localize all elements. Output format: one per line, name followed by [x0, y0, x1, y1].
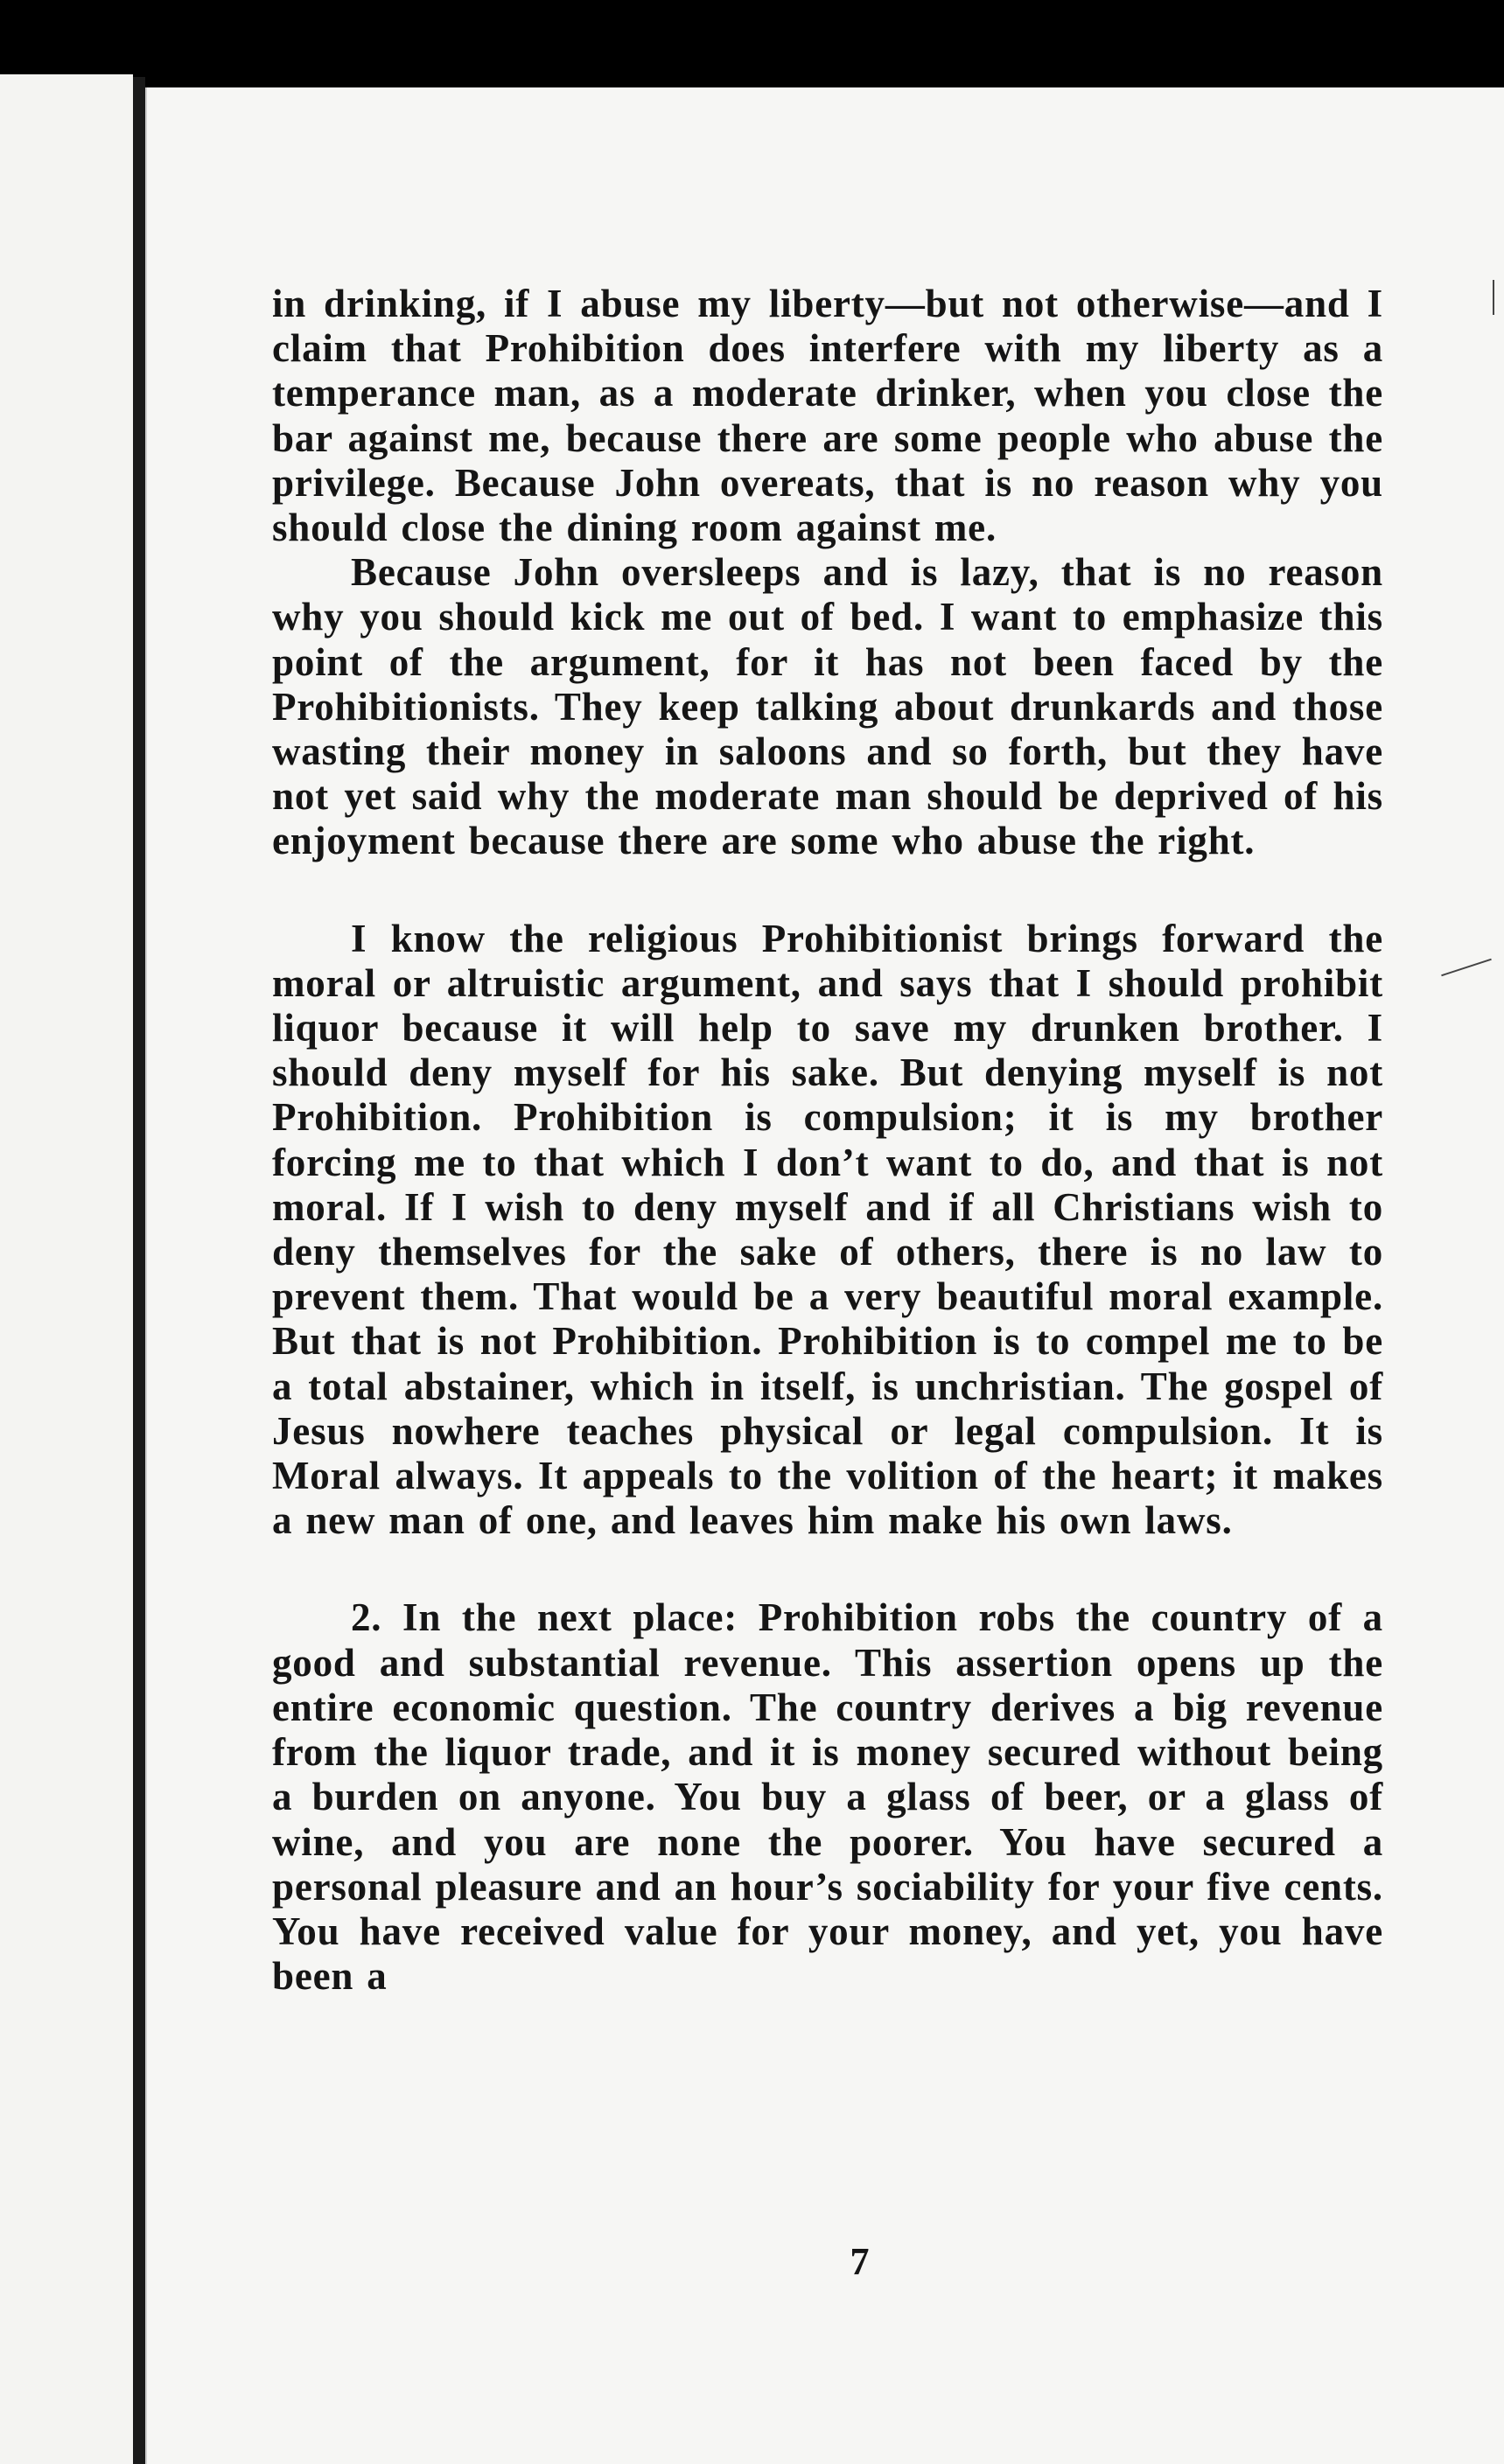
paragraph: in drinking, if I abuse my liberty—but not otherwise—and I claim that Prohibition does interfere with my liberty as a temperance man, as a moderate drinker, when you close the bar against me, because there are some people who abuse the privilege. Because John overeats, that is no reason why you should close the dining room against me.: [272, 282, 1383, 550]
book-page: [145, 87, 1504, 2464]
adjacent-page: [0, 74, 133, 2464]
body-text: [272, 282, 1383, 1999]
scan-mark: [1441, 959, 1492, 976]
paragraph: Because John oversleeps and is lazy, that is no reason why you should kick me out of bed. I want to emphasize this point of the argument, for it has not been faced by the Prohibitionists. They keep talking about drunkards and those wasting their money in saloons and so forth, but they have not yet said why the moderate man should be deprived of his enjoyment because there are some who abuse the right.: [272, 550, 1383, 863]
page-gutter: [133, 77, 145, 2464]
scan-mark: [1493, 280, 1494, 315]
paragraph: 2. In the next place: Prohibition robs the country of a good and substantial revenue. This assertion opens up the entire economic question. The country derives a big revenue from the liquor trade, and it is money secured without being a burden on anyone. You buy a glass of beer, or a glass of wine, and you are none the poorer. You have secured a personal pleasure and an hour’s sociability for your five cents. You have received value for your money, and yet, you have been a: [272, 1595, 1383, 1999]
paragraph: I know the religious Prohibitionist brings forward the moral or altruistic argument, and says that I should prohibit liquor because it will help to save my drunken brother. I should deny myself for his sake. But denying myself is not Prohibition. Prohibition is compulsion; it is my brother forcing me to that which I don’t want to do, and that is not moral. If I wish to deny myself and if all Christians wish to deny themselves for the sake of others, there is no law to prevent them. That would be a very beautiful moral example. But that is not Prohibition. Prohibition is to compel me to be a total abstainer, which in itself, is unchristian. The gospel of Jesus nowhere teaches physical or legal compulsion. It is Moral always. It appeals to the volition of the heart; it makes a new man of one, and leaves him make his own laws.: [272, 916, 1383, 1543]
page-number: 7: [850, 2240, 870, 2283]
